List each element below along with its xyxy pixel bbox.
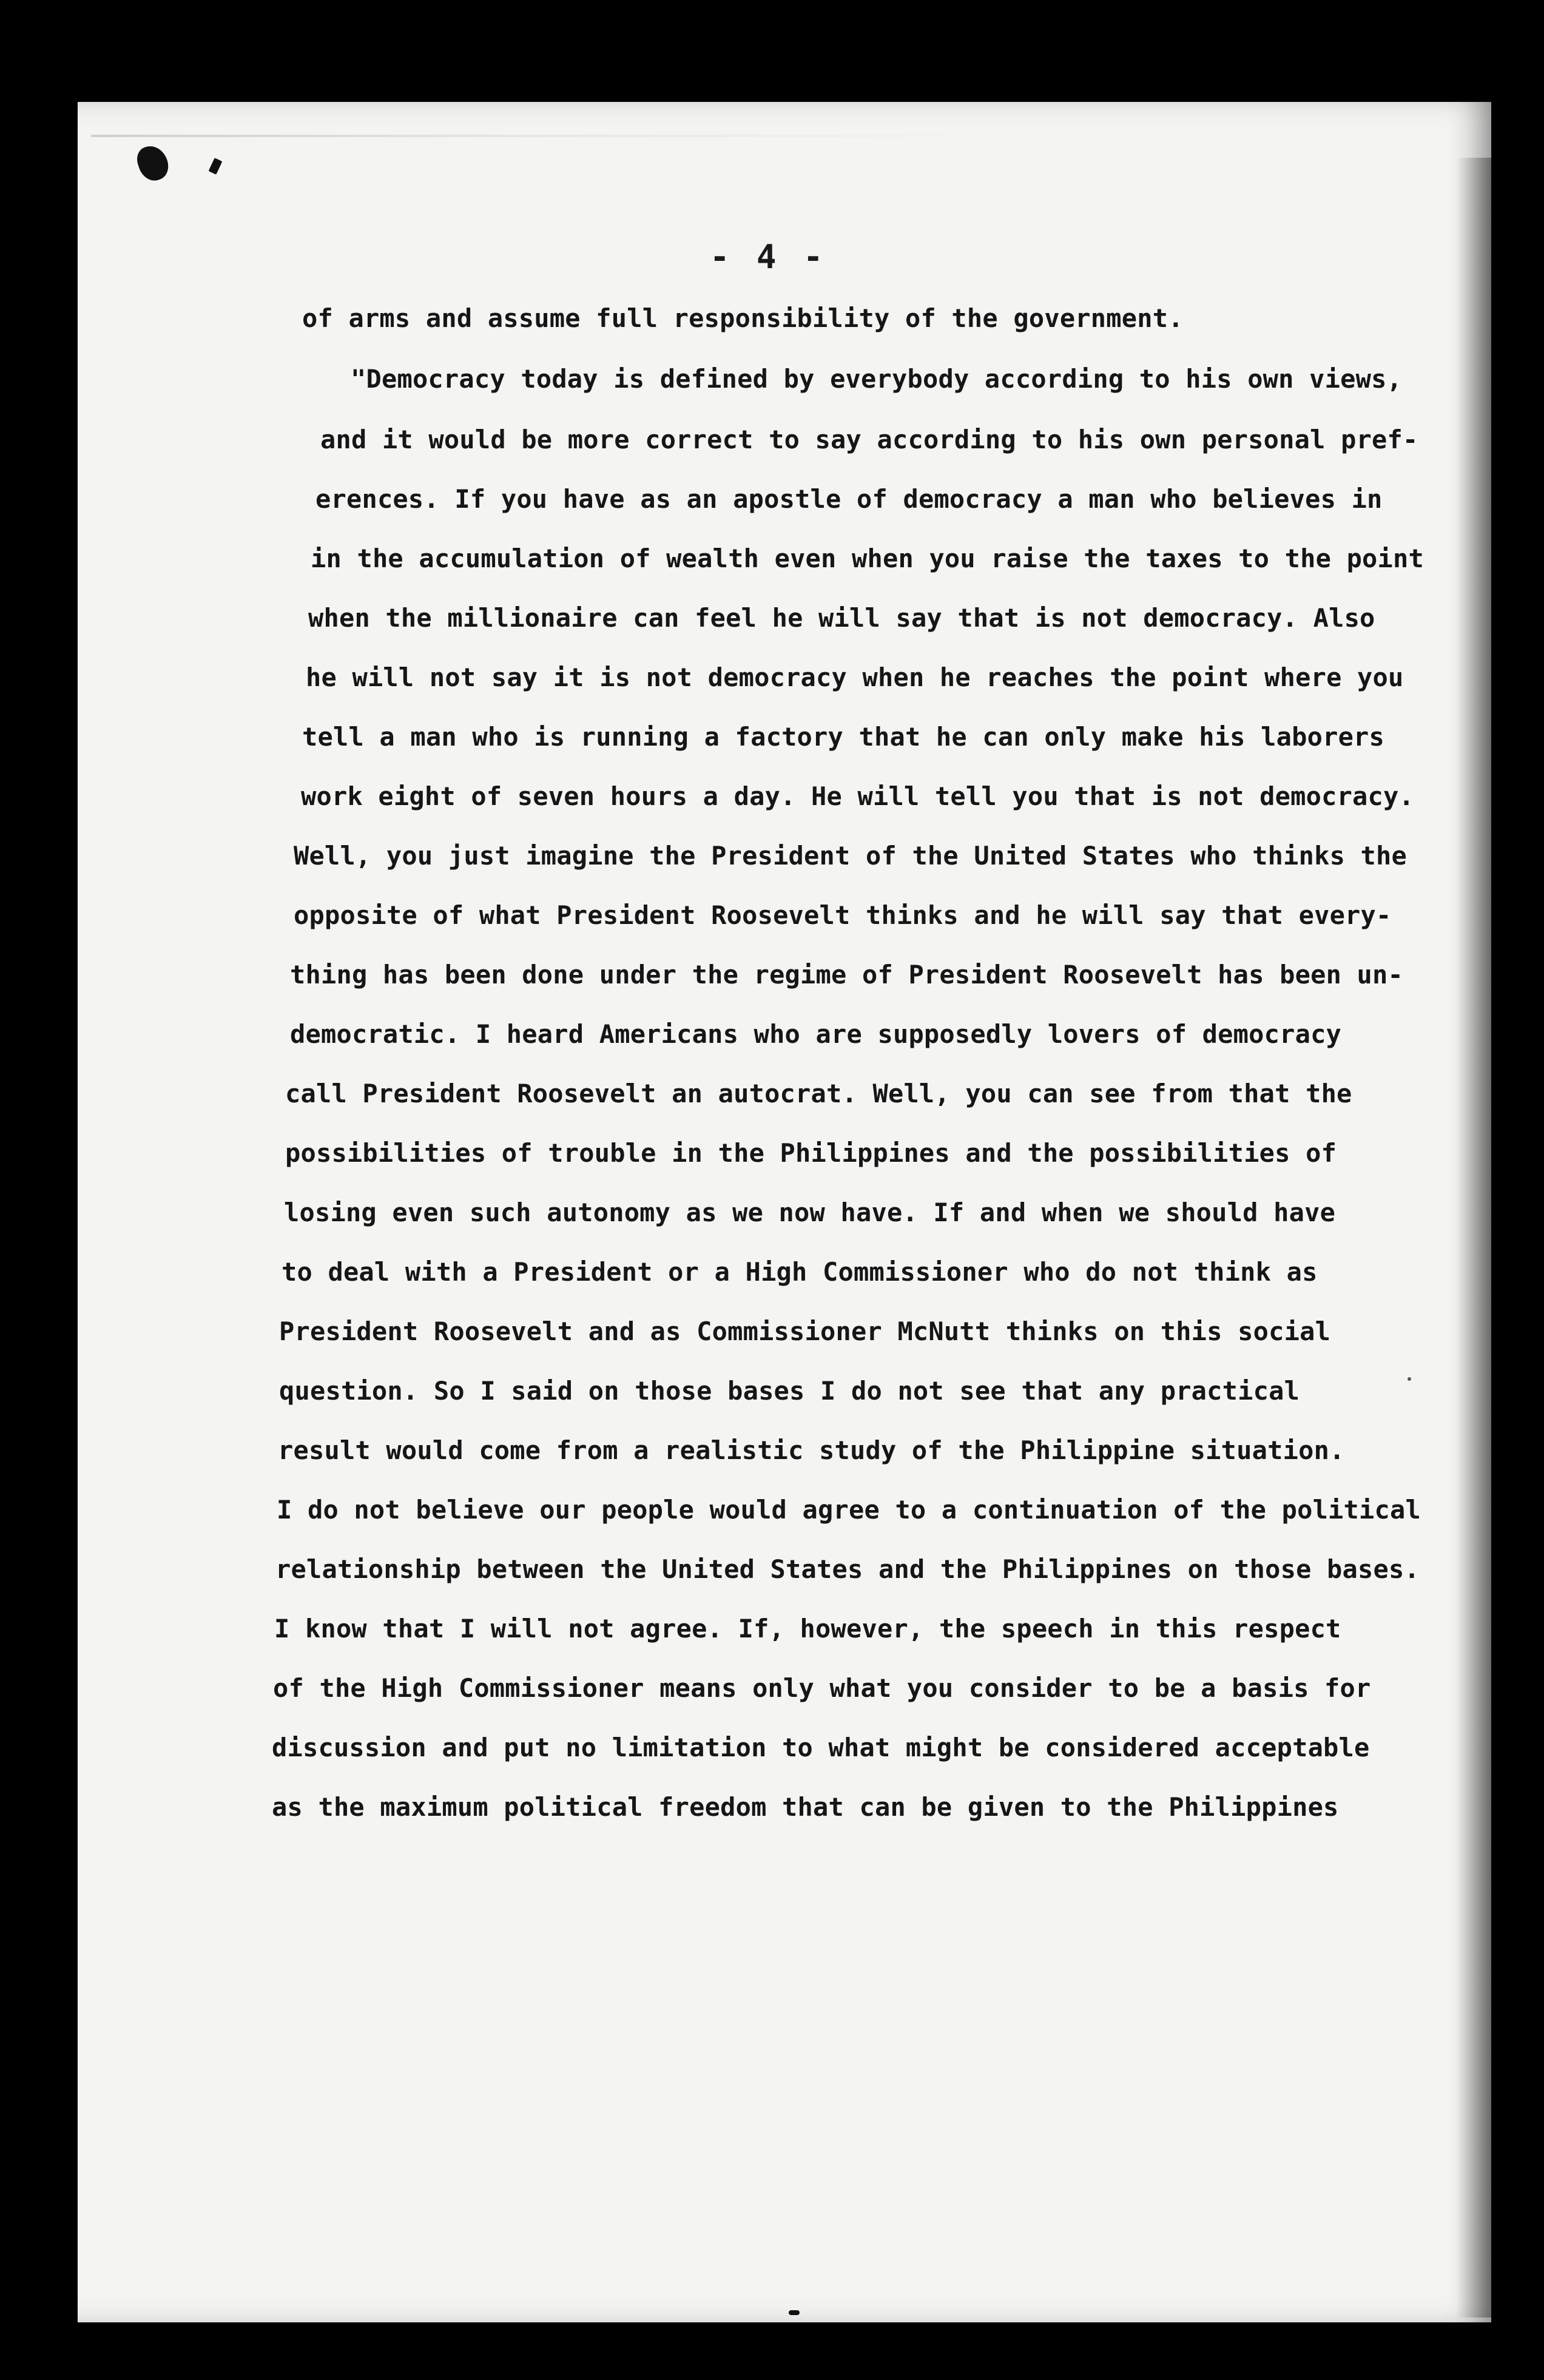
text-line: discussion and put no limitation to what might be considered acceptable xyxy=(272,1733,1370,1762)
text-line: when the millionaire can feel he will say that is not democracy. Also xyxy=(308,603,1375,633)
page-edge-shadow xyxy=(1456,158,1492,2318)
text-line: of arms and assume full responsibility of the government. xyxy=(302,303,1184,333)
text-line: result would come from a realistic study of the Philippine situation. xyxy=(278,1435,1345,1465)
page-number: - 4 - xyxy=(710,238,827,276)
text-line: work eight of seven hours a day. He will tell you that is not democracy. xyxy=(301,781,1415,811)
text-line: of the High Commissioner means only what you consider to be a basis for xyxy=(273,1673,1371,1703)
text-line: democratic. I heard Americans who are supposedly lovers of democracy xyxy=(290,1019,1342,1049)
ink-dot xyxy=(1407,1377,1411,1381)
text-line: and it would be more correct to say according to his own personal pref- xyxy=(320,425,1418,454)
text-line: losing even such autonomy as we now have. If and when we should have xyxy=(284,1198,1336,1227)
text-line: opposite of what President Roosevelt thinks and he will say that every- xyxy=(294,900,1392,930)
text-line: President Roosevelt and as Commissioner McNutt thinks on this social xyxy=(279,1316,1331,1346)
text-line: call President Roosevelt an autocrat. Well, you can see from that the xyxy=(285,1079,1352,1108)
text-line: Well, you just imagine the President of the United States who thinks the xyxy=(294,841,1407,871)
text-line: thing has been done under the regime of President Roosevelt has been un- xyxy=(290,960,1404,989)
text-line: question. So I said on those bases I do not see that any practical xyxy=(279,1376,1300,1406)
text-line: relationship between the United States and the Philippines on those bases. xyxy=(275,1554,1420,1584)
text-line: to deal with a President or a High Commissioner who do not think as xyxy=(281,1257,1318,1287)
text-line: tell a man who is running a factory that he can only make his laborers xyxy=(302,722,1385,752)
text-line: possibilities of trouble in the Philippines and the possibilities of xyxy=(285,1138,1337,1168)
text-line: "Democracy today is defined by everybody according to his own views, xyxy=(351,364,1403,394)
text-line: he will not say it is not democracy when he reaches the point where you xyxy=(306,662,1404,692)
text-line: I do not believe our people would agree to a continuation of the political xyxy=(277,1495,1421,1525)
text-line: in the accumulation of wealth even when you raise the taxes to the point xyxy=(311,544,1424,573)
scan-artifact-line xyxy=(91,135,1001,137)
text-line: as the maximum political freedom that can be given to the Philippines xyxy=(272,1792,1339,1822)
ink-mark xyxy=(789,2310,800,2315)
text-line: I know that I will not agree. If, however, the speech in this respect xyxy=(274,1614,1341,1643)
text-line: erences. If you have as an apostle of democracy a man who believes in xyxy=(315,484,1383,514)
